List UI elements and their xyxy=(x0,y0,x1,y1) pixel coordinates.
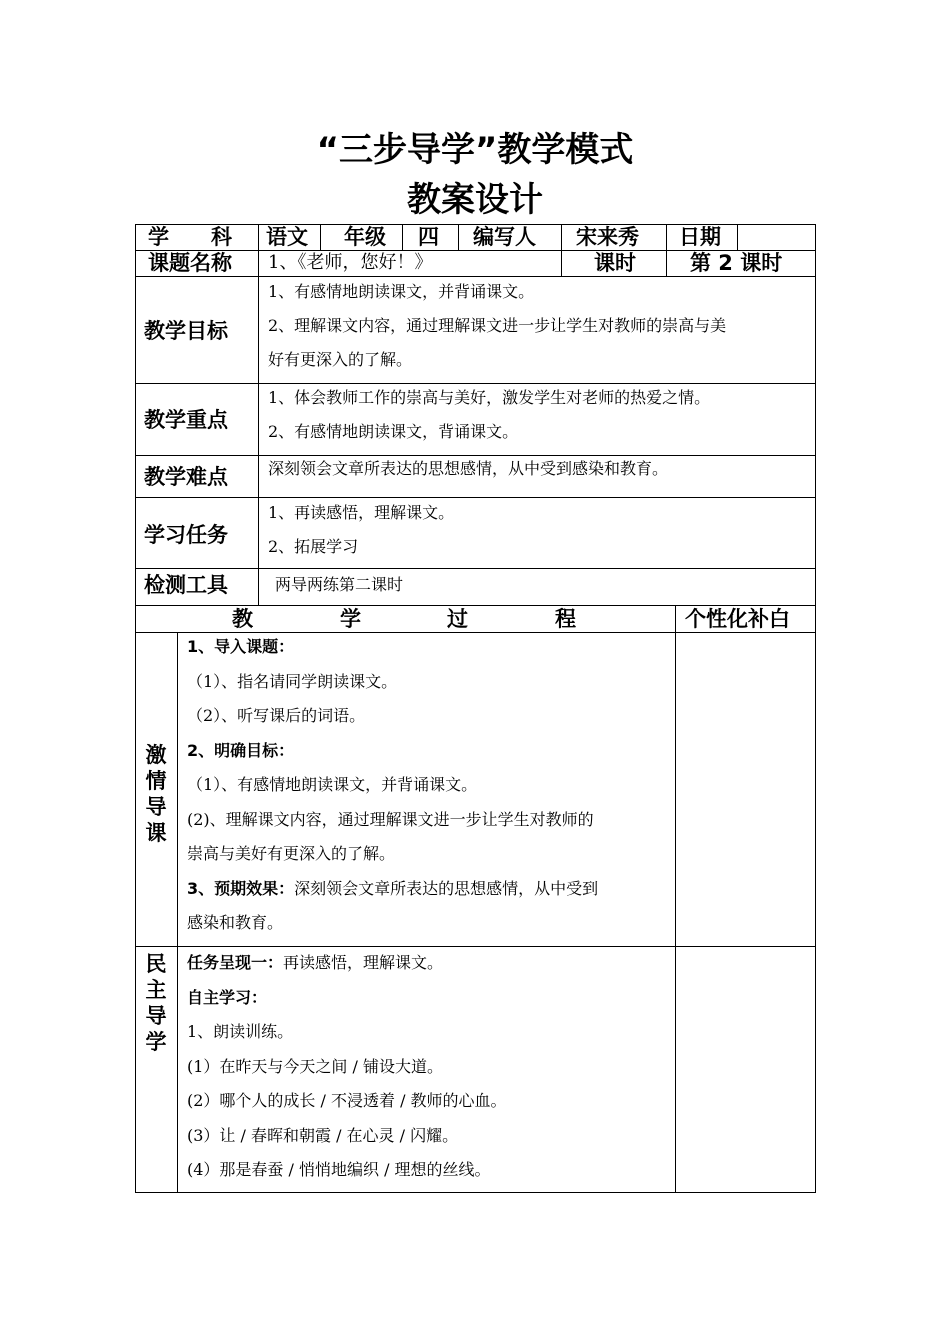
subject-label: 学 科 xyxy=(148,225,232,249)
section2-line-text: 再读感悟，理解课文。 xyxy=(283,953,444,972)
period-value: 第 2 课时 xyxy=(690,251,783,275)
key-points-line: 2、有感情地朗读课文，背诵课文。 xyxy=(268,422,519,441)
page-title: “三步导学”教学模式 xyxy=(316,130,634,170)
section1-line-text: 崇高与美好有更深入的了解。 xyxy=(187,844,396,863)
key-points-line: 1、体会教师工作的崇高与美好，激发学生对老师的热爱之情。 xyxy=(268,388,711,407)
section2-line xyxy=(187,1126,458,1146)
process-header-char: 学 xyxy=(340,607,361,631)
notes-header: 个性化补白 xyxy=(685,607,790,631)
section1-line-heading: 2、明确目标： xyxy=(187,740,295,760)
author-value: 宋来秀 xyxy=(576,225,639,249)
section2-line xyxy=(187,1091,507,1111)
lesson-name-value: 1、《老师，您好！》 xyxy=(268,252,433,273)
section2-line xyxy=(187,1057,443,1077)
tasks-label: 学习任务 xyxy=(144,523,228,547)
author-label: 编写人 xyxy=(473,225,536,249)
section2-line-text: (1）在昨天与今天之间 / 铺设大道。 xyxy=(187,1056,443,1076)
section2-line-heading: 任务呈现一： xyxy=(187,953,284,972)
goals-label: 教学目标 xyxy=(144,319,228,343)
section1-line-text: （2）、听写课后的词语。 xyxy=(187,706,366,725)
lesson-name-label: 课题名称 xyxy=(148,251,232,275)
section1-line xyxy=(187,741,294,761)
section1-line xyxy=(187,637,294,657)
difficulties-line: 深刻领会文章所表达的思想感情，从中受到感染和教育。 xyxy=(268,459,669,478)
grade-value: 四 xyxy=(418,225,439,249)
tasks-line: 1、再读感悟，理解课文。 xyxy=(268,503,455,522)
goals-line: 1、有感情地朗读课文，并背诵课文。 xyxy=(268,282,535,301)
section1-label: 激情导课 xyxy=(145,743,167,845)
section1-line-text: 感染和教育。 xyxy=(187,913,284,932)
section2-line xyxy=(187,953,443,973)
tools-value: 两导两练第二课时 xyxy=(275,575,404,594)
section1-line xyxy=(187,844,395,864)
section1-line xyxy=(187,810,594,830)
section1-line-heading: 1、导入课题： xyxy=(187,637,295,656)
goals-line: 好有更深入的了解。 xyxy=(268,350,413,369)
section1-line xyxy=(187,913,283,933)
section2-line xyxy=(187,1022,293,1042)
subject-value: 语文 xyxy=(266,225,308,249)
period-label: 课时 xyxy=(594,251,636,275)
section2-line-heading: 自主学习： xyxy=(187,987,268,1007)
section2-line-text: (3）让 / 春晖和朝霞 / 在心灵 / 闪耀。 xyxy=(187,1125,459,1145)
section1-line xyxy=(187,706,365,726)
section1-line xyxy=(187,879,598,899)
section2-line-text: (4）那是春蚕 / 悄悄地编织 / 理想的丝线。 xyxy=(187,1160,491,1179)
difficulties-label: 教学难点 xyxy=(144,465,228,489)
grade-label: 年级 xyxy=(344,225,386,249)
section2-line xyxy=(187,1160,491,1180)
section1-line-text: (2)、理解课文内容，通过理解课文进一步让学生对教师的 xyxy=(187,809,594,829)
page-subtitle: 教案设计 xyxy=(407,180,543,220)
section1-line xyxy=(187,775,477,795)
section1-line-text: （1）、有感情地朗读课文，并背诵课文。 xyxy=(187,775,478,794)
section1-line xyxy=(187,672,397,692)
tools-label: 检测工具 xyxy=(144,573,228,597)
section2-line-text: (2）哪个人的成长 / 不浸透着 / 教师的心血。 xyxy=(187,1091,507,1110)
goals-line: 2、理解课文内容，通过理解课文进一步让学生对教师的崇高与美 xyxy=(268,316,727,335)
process-header-char: 过 xyxy=(447,607,468,631)
section2-line-text: 1、朗读训练。 xyxy=(187,1022,294,1041)
section1-line-text: （1）、指名请同学朗读课文。 xyxy=(187,671,398,691)
date-label: 日期 xyxy=(679,225,721,249)
process-header-char: 程 xyxy=(555,607,576,631)
section1-line-text: 深刻领会文章所表达的思想感情，从中受到 xyxy=(294,878,599,898)
key-points-label: 教学重点 xyxy=(144,408,228,432)
process-header-char: 教 xyxy=(232,607,253,631)
section2-label: 民主导学 xyxy=(145,952,167,1054)
section1-line-heading: 3、预期效果： xyxy=(187,878,295,898)
section2-line xyxy=(187,988,267,1008)
tasks-line: 2、拓展学习 xyxy=(268,537,359,556)
